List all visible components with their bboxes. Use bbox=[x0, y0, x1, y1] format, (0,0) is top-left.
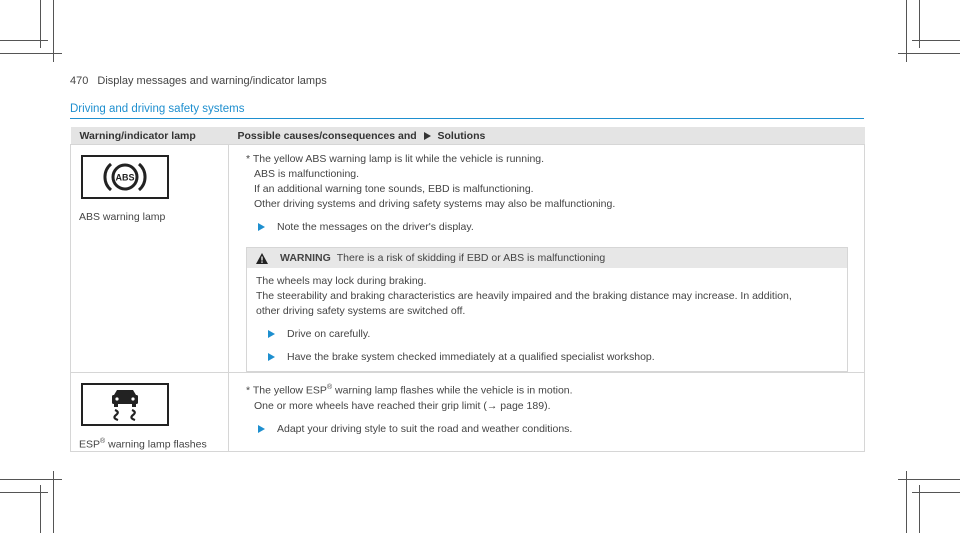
registered-mark: ® bbox=[100, 438, 106, 445]
crop-mark bbox=[912, 40, 960, 41]
warning-step bbox=[268, 327, 838, 342]
column-header-solutions-label: Solutions bbox=[437, 129, 486, 142]
warning-triangle-icon bbox=[256, 253, 268, 264]
warning-text: The steerability and braking characteristics are heavily impaired and the braking distance may increase. In addition, bbox=[256, 290, 792, 302]
crop-mark bbox=[898, 479, 960, 480]
lamp-label: ABS warning lamp bbox=[79, 211, 166, 223]
crop-mark bbox=[898, 53, 960, 54]
cause-text: If an additional warning tone sounds, EBD is malfunctioning. bbox=[254, 183, 534, 195]
play-arrow-icon bbox=[268, 353, 275, 361]
crop-mark bbox=[906, 471, 907, 533]
crop-mark bbox=[0, 479, 62, 480]
table-row bbox=[71, 145, 865, 373]
page-number: 470 bbox=[70, 75, 89, 87]
crop-mark bbox=[0, 492, 48, 493]
svg-text:ABS: ABS bbox=[115, 172, 135, 183]
cause-text-part: One or more wheels have reached their grip limit ( bbox=[254, 399, 487, 412]
column-header-causes bbox=[229, 127, 865, 145]
cause-text bbox=[246, 399, 854, 414]
play-arrow-icon bbox=[258, 425, 265, 433]
section-title: Driving and driving safety systems bbox=[70, 103, 245, 115]
table-row bbox=[71, 373, 865, 452]
solution-text: Note the messages on the driver's display. bbox=[277, 221, 474, 233]
page-reference[interactable]: page 189). bbox=[497, 399, 551, 412]
page-header bbox=[70, 75, 327, 87]
cause-text-part: warning lamp flashes while the vehicle is in motion. bbox=[332, 384, 573, 397]
page-title: Display messages and warning/indicator lamps bbox=[97, 75, 327, 87]
cause-text: ABS is malfunctioning. bbox=[254, 168, 360, 180]
lamp-label-text: ESP bbox=[79, 438, 101, 451]
cause-text: * The yellow ABS warning lamp is lit while the vehicle is running. bbox=[246, 153, 545, 165]
causes-cell bbox=[229, 145, 865, 373]
solution-item bbox=[258, 220, 854, 235]
causes-cell bbox=[229, 373, 865, 452]
warning-step-text: Have the brake system checked immediately at a qualified specialist workshop. bbox=[287, 351, 655, 363]
warning-header bbox=[247, 248, 847, 268]
crop-mark bbox=[912, 492, 960, 493]
lamp-cell bbox=[71, 373, 229, 452]
warning-step-text: Drive on carefully. bbox=[287, 328, 371, 340]
column-header-causes-label: Possible causes/consequences and bbox=[237, 129, 417, 142]
solution-text: Adapt your driving style to suit the road and weather conditions. bbox=[277, 422, 573, 435]
warning-lamp-table bbox=[70, 127, 865, 452]
registered-mark: ® bbox=[326, 384, 333, 391]
esp-skid-icon bbox=[81, 383, 169, 426]
cause-text-part: * The yellow ESP bbox=[246, 384, 327, 397]
play-arrow-icon bbox=[258, 223, 265, 231]
warning-text: other driving safety systems are switched off. bbox=[256, 305, 466, 317]
section-divider bbox=[70, 118, 864, 119]
page-reference-arrow: → bbox=[486, 399, 498, 412]
cause-text bbox=[246, 380, 854, 399]
table-header-row bbox=[71, 127, 865, 145]
lamp-label bbox=[79, 438, 220, 451]
play-arrow-icon bbox=[424, 132, 431, 140]
warning-step bbox=[268, 350, 838, 365]
warning-text: The wheels may lock during braking. bbox=[256, 275, 427, 287]
cause-text: Other driving systems and driving safety systems may also be malfunctioning. bbox=[254, 198, 616, 210]
play-arrow-icon bbox=[268, 330, 275, 338]
warning-body bbox=[247, 268, 847, 371]
warning-title: WARNING bbox=[280, 252, 331, 264]
warning-summary: There is a risk of skidding if EBD or ABS is malfunctioning bbox=[336, 252, 606, 264]
crop-mark bbox=[0, 53, 62, 54]
warning-box bbox=[246, 247, 848, 372]
solution-item bbox=[258, 422, 854, 437]
lamp-label-text: warning lamp flashes bbox=[105, 438, 207, 451]
crop-mark bbox=[0, 40, 48, 41]
column-header-lamp: Warning/indicator lamp bbox=[71, 127, 229, 145]
crop-mark bbox=[53, 471, 54, 533]
lamp-cell bbox=[71, 145, 229, 373]
abs-warning-icon bbox=[81, 155, 169, 199]
